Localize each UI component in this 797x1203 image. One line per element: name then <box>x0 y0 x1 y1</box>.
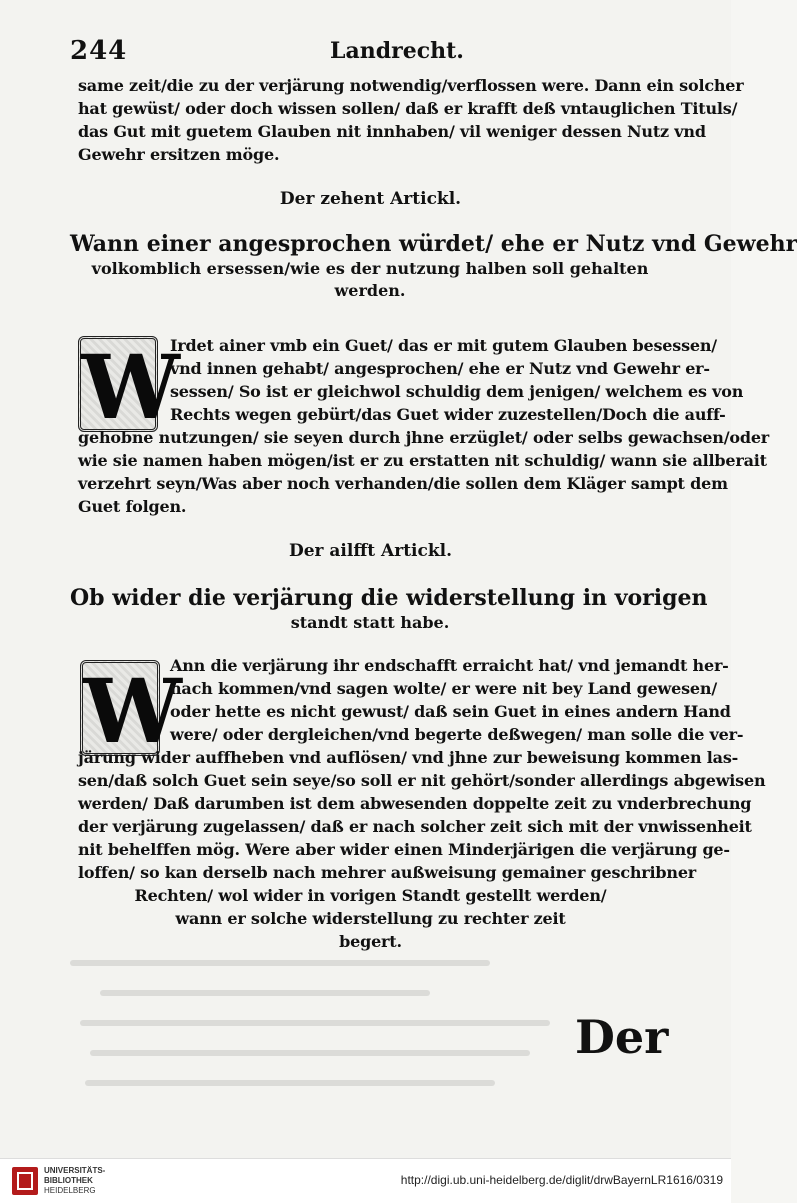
title-line: standt statt habe. <box>290 613 450 632</box>
decorated-initial: W <box>78 336 158 432</box>
text-line: werden/ Daß darumben ist dem abwesenden doppelte zeit zu vnderbrechung <box>78 794 752 813</box>
page-header <box>70 36 670 70</box>
text-line: Gewehr ersitzen möge. <box>78 145 280 164</box>
university-library-logo-icon <box>12 1167 38 1195</box>
text-line: Irdet ainer vmb ein Guet/ das er mit gutem Glauben besessen/ <box>170 336 717 355</box>
text-line: nach kommen/vnd sagen wolte/ er were nit bey Land gewesen/ <box>170 679 717 698</box>
library-footer <box>0 1158 731 1203</box>
catchword: Der <box>575 1010 669 1064</box>
text-line: loffen/ so kan derselb nach mehrer außweisung gemainer geschribner <box>78 863 697 882</box>
intro-paragraph <box>78 74 744 166</box>
text-line: sen/daß solch Guet sein seye/so soll er nit gehört/sonder allerdings abgewisen <box>78 771 766 790</box>
article-11-heading: Der ailfft Artickl. <box>288 541 453 561</box>
text-line: Guet folgen. <box>78 497 187 516</box>
library-name <box>44 1166 105 1196</box>
library-name-line: UNIVERSITÄTS- <box>44 1166 106 1175</box>
page-number: 244 <box>70 36 128 66</box>
decorated-initial: W <box>80 660 160 756</box>
text-line: Rechten/ wol wider in vorigen Standt gestellt werden/ <box>134 886 607 905</box>
text-line: verzehrt seyn/Was aber noch verhanden/die sollen dem Kläger sampt dem <box>78 474 728 493</box>
permalink-url[interactable]: http://digi.ub.uni-heidelberg.de/diglit/drwBayernLR1616/0319 <box>400 1173 723 1187</box>
text-line: das Gut mit guetem Glauben nit innhaben/ vil weniger dessen Nutz vnd <box>78 122 706 141</box>
article-10-title <box>70 230 797 302</box>
title-line: Ob wider die verjärung die widerstellung in vorigen <box>70 585 708 611</box>
bleed-through-texture <box>60 950 660 1150</box>
text-line: sessen/ So ist er gleichwol schuldig dem jenigen/ welchem es von <box>170 382 744 401</box>
text-line: gehobne nutzungen/ sie seyen durch jhne erzüglet/ oder selbs gewachsen/oder <box>78 428 770 447</box>
text-line: oder hette es nicht gewust/ daß sein Guet in eines andern Hand <box>170 702 731 721</box>
text-line: same zeit/die zu der verjärung notwendig/verflossen were. Dann ein solcher <box>78 76 744 95</box>
article-11-body <box>78 654 766 953</box>
text-line: nit behelffen mög. Were aber wider einen Minderjärigen die verjärung ge- <box>78 840 730 859</box>
library-name-line: BIBLIOTHEK <box>44 1176 93 1185</box>
title-line: volkomblich ersessen/wie es der nutzung halben soll gehalten <box>91 259 649 278</box>
title-line: werden. <box>334 281 406 300</box>
article-10-heading: Der zehent Artickl. <box>279 189 462 209</box>
article-10-body <box>78 334 770 518</box>
text-line: were/ oder dergleichen/vnd begerte deßwegen/ man solle die ver- <box>170 725 744 744</box>
text-line: hat gewüst/ oder doch wissen sollen/ daß er krafft deß vntauglichen Tituls/ <box>78 99 738 118</box>
title-line: Wann einer angesprochen würdet/ ehe er Nutz vnd Gewehr <box>70 231 797 257</box>
text-line: Ann die verjärung ihr endschafft erraicht hat/ vnd jemandt her- <box>170 656 729 675</box>
running-title: Landrecht. <box>330 38 464 64</box>
article-11-title <box>70 584 708 634</box>
text-line: järung wider auffheben vnd auflösen/ vnd jhne zur beweisung kommen las- <box>78 748 739 767</box>
text-line: vnd innen gehabt/ angesprochen/ ehe er Nutz vnd Gewehr er- <box>170 359 710 378</box>
library-name-line: HEIDELBERG <box>44 1186 96 1195</box>
text-line: wie sie namen haben mögen/ist er zu erstatten nit schuldig/ wann sie allberait <box>78 451 767 470</box>
text-line: begert. <box>339 932 402 951</box>
text-line: Rechts wegen gebürt/das Guet wider zuzestellen/Doch die auff- <box>170 405 726 424</box>
text-line: der verjärung zugelassen/ daß er nach solcher zeit sich mit der vnwissenheit <box>78 817 752 836</box>
text-line: wann er solche widerstellung zu rechter zeit <box>175 909 566 928</box>
